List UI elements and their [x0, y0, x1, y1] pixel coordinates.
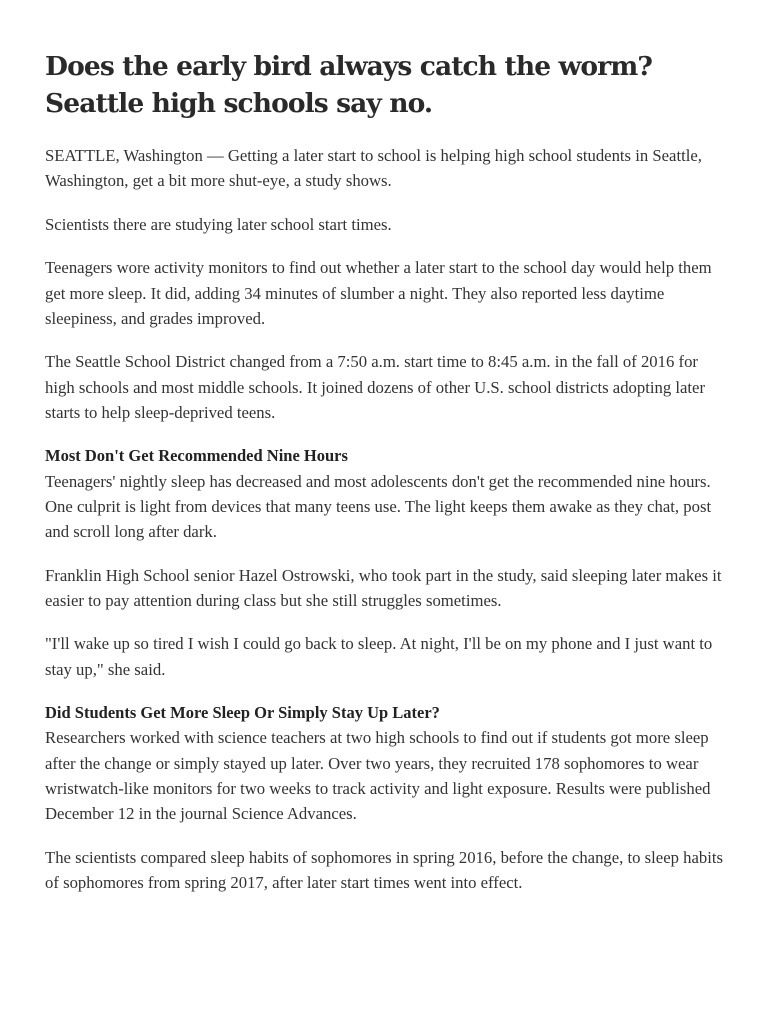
article-paragraph: The scientists compared sleep habits of sophomores in spring 2016, before the change, to sleep habits of sophomores from spring 2017, after later start times went into effect. — [45, 847, 723, 892]
section-more-sleep — [45, 700, 725, 826]
article-paragraph: Franklin High School senior Hazel Ostrowski, who took part in the study, said sleeping later makes it easier to pay attention during class but she still struggles sometimes. — [45, 565, 722, 610]
article-paragraph: Teenagers' nightly sleep has decreased and most adolescents don't get the recommended nine hours. One culprit is light from devices that many teens use. The light keeps them awake as they chat, post and scroll long after dark. — [45, 471, 712, 541]
article-paragraph: Teenagers wore activity monitors to find out whether a later start to the school day would help them get more sleep. It did, adding 34 minutes of slumber a night. They also reported less daytime sleepiness, and grades improved. — [45, 258, 712, 328]
article-paragraph: SEATTLE, Washington — Getting a later start to school is helping high school students in Seattle, Washington, get a bit more shut-eye, a study shows. — [45, 146, 702, 191]
article-paragraph: Researchers worked with science teachers at two high schools to find out if students got more sleep after the change or simply stayed up later. Over two years, they recruited 178 sophomores to wear wristwatch-like monitors for two weeks to track activity and light exposure. Results were published December 12 in the journal Science Advances. — [45, 728, 711, 823]
article-paragraph: The Seattle School District changed from a 7:50 a.m. start time to 8:45 a.m. in the fall of 2016 for high schools and most middle schools. It joined dozens of other U.S. school districts adopting later starts to help sleep-deprived teens. — [45, 352, 705, 422]
section-heading: Did Students Get More Sleep Or Simply Stay Up Later? — [45, 703, 440, 723]
article-paragraph: Scientists there are studying later school start times. — [45, 214, 392, 234]
article — [45, 48, 725, 913]
section-recommended-hours — [45, 443, 725, 544]
section-heading: Most Don't Get Recommended Nine Hours — [45, 446, 348, 466]
article-paragraph: "I'll wake up so tired I wish I could go back to sleep. At night, I'll be on my phone and I just want to stay up," she said. — [45, 634, 713, 679]
article-headline: Does the early bird always catch the worm? Seattle high schools say no. — [45, 51, 652, 119]
